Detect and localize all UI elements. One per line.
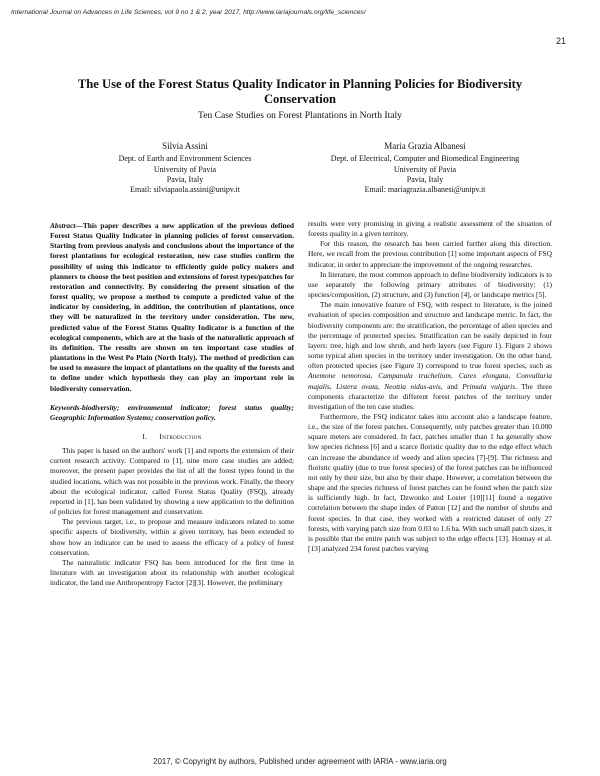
section-number: I. <box>142 431 148 441</box>
author-block-1 <box>100 141 270 195</box>
species-name: Anemone nemorosa <box>308 371 371 381</box>
paper-subtitle: Ten Case Studies on Forest Plantations in North Italy <box>198 110 402 121</box>
species-name: Neottia nidus-avis <box>384 381 441 391</box>
paragraph-text: The three components characterize the different forest patches of the territory under investigation of the ten case studies. <box>308 381 552 411</box>
author-dept: Dept. of Electrical, Computer and Biomedical Engineering <box>330 154 520 164</box>
paragraph: This paper is based on the authors' work [1] and reports the extension of their current research activity. Compared to [1], nine more case studies are added; moreover, the present paper provides the list of all the forest types found in the studied locations, which was not possible in the previous work. Finally, the theory about the ecological indicator, called Forest Status Quality (FSQ), already reported in [1], has been validated by showing a new application to the definition of policies for forest management and conservation. <box>50 446 294 517</box>
paragraph-text: The main innovative feature of FSQ, with respect to literature, is the joined evaluation of species composition and structure and landscape metric. In fact, the biodiversity components are: the stratification, the percentage of alien species and the percentage of protected species. Stratification can be easily depicted in four layers: tree, high and low shrub, and herb layers (see Figure 1). Figure 2 shows some typical alien species in the territory under investigation. On the other hand, often protected species (see Figure 3) correspond to true forest species, such as <box>308 300 552 371</box>
paper-title: The Use of the Forest Status Quality Indicator in Planning Policies for Biodiversity Conservation <box>77 77 523 106</box>
author-dept: Dept. of Earth and Environment Sciences <box>118 154 252 164</box>
author-email: Email: mariagrazia.albanesi@unipv.it <box>364 185 486 195</box>
left-column <box>50 221 294 588</box>
paragraph: results were very promising in giving a realistic assessment of the situation of forests quality in a given territory. <box>308 219 552 239</box>
author-city: Pavia, Italy <box>166 174 204 184</box>
paragraph: The previous target, i.e., to propose and measure indicators related to some specific aspects of biodiversity, within a given territory, has been extended to show how an indicator can be used to assess the efficacy of a policy of forest conservation. <box>50 517 294 557</box>
right-column <box>308 219 552 554</box>
section-title: Introduction <box>159 431 202 441</box>
page-number: 21 <box>555 36 566 46</box>
species-name: Listera ovata <box>336 381 378 391</box>
author-university: University of Pavia <box>393 164 457 174</box>
paragraph: In literature, the most common approach to define biodiversity indicators is to use separately the following primary attributes of biodiversity: (1) species/composition, (2) structure, and (3) function [4], or landscape metrics [5]. <box>308 269 552 300</box>
paragraph: The main innovative feature of FSQ, with respect to literature, is the joined evaluation of species composition and structure and landscape metric. In fact, the biodiversity components are: the stratification, the percentage of alien species and the percentage of protected species. Stratification can be easily depicted in four layers: tree, high and low shrub, and herb layers (see Figure 1). Figure 2 shows some typical alien species in the territory under investigation. On the other hand, often protected species (see Figure 3) correspond to true forest species, such as Anemone nemorosa, Campanula trachelium, Carex elongata, Convallaria majalis, Listera ovata, Neottia nidus-avis, and Primula vulgaris. The three components characterize the different forest patches of the territory under investigation of the ten case studies. <box>308 300 552 411</box>
page-footer: 2017, © Copyright by authors, Published under agreement with IARIA - www.iaria.org <box>153 757 447 766</box>
section-heading <box>50 432 294 442</box>
abstract-text: This paper describes a new application of the previous defined Forest Status Quality Indicator in planning policies of forest conservation. Starting from previous analysis and conclusions about the importance of the forest plantations for ecological restoration, new case studies confirm the possibility of using this indicator to efficiently guide policy makers and planners to choose the best position and extensions of forest types/patches for restoration and connectivity. By considering the present situation of the forest quality, we propose a method to compute a predicted value of the indicator by considering, in addition, the contribution of plantations, once they will be naturalized in the territory under consideration. The new, predicted value of the Forest Status Quality Indicator is a function of the ecological components, which are at the basis of the naturalistic approach of its definition. The results are shown on ten important case studies of plantations in the West Po Plain (North Italy). The method of prediction can be used to measure the impact of plantations on the quality of the forests and to define under which hypothesis they can play an important role in biodiversity conservation. <box>50 221 294 393</box>
author-email: Email: silviapaola.assini@unipv.it <box>130 185 240 195</box>
author-city: Pavia, Italy <box>406 174 444 184</box>
author-name: Maria Grazia Albanesi <box>384 141 466 151</box>
abstract-label: Abstract— <box>50 221 83 230</box>
paragraph: The naturalistic indicator FSQ has been introduced for the first time in literature with an investigation about its relationship with another ecological indicator, the land use Anthropentropy Factor [2][3]. However, the preliminary <box>50 557 294 588</box>
paragraph: For this reason, the research has been carried further along this direction. Here, we recall from the previous contribution [1] some important aspects of FSQ indicator, in order to appreciate the improvement of the ongoing researches. <box>308 239 552 269</box>
species-name: Convallaria majalis <box>308 371 552 391</box>
keywords: Keywords-biodiversity; environmental indicator; forest status quality; Geographic Information Systems; conservation policy. <box>50 402 294 422</box>
author-block-2 <box>300 141 550 195</box>
species-name: Primula vulgaris <box>462 381 516 391</box>
species-name: Carex elongata <box>458 371 509 381</box>
author-name: Silvia Assini <box>162 141 208 151</box>
species-name: Campanula trachelium <box>378 371 451 381</box>
author-university: University of Pavia <box>153 164 217 174</box>
abstract <box>50 221 294 394</box>
running-header: International Journal on Advances in Life Sciences, vol 9 no 1 & 2, year 2017, http://www.iariajournals.org/life_sciences/ <box>11 9 366 16</box>
paragraph: Furthermore, the FSQ indicator takes into account also a landscape feature, i.e., the size of the forest patches. Consequently, only patches greater than 10.000 square meters are considered. In fact, patches smaller than 1 ha generally show low species richness [6] and a scarce floristic quality due to the edge effect which can increase the abundance of weedy and alien species [7]-[9]. The richness and floristic quality (due to true forest species) of the forest patches can be influenced not only by their size, but also by their shape. However, a correlation between the shape and the species richness of forest patches can be found when the patch size is sufficiently high. In fact, Dzwonko and Loster [10][11] found a negative correlation between the shape index of Patton [12] and the number of shrubs and forest species. In that case, they worked with a restricted dataset of only 27 forests, with varying patch size from 0.03 to 1.6 ha. With such small patch sizes, it is possible that the entire patch was subject to the edge effects [13]. Honnay et al. [13] analyzed 234 forest patches varying <box>308 411 552 553</box>
